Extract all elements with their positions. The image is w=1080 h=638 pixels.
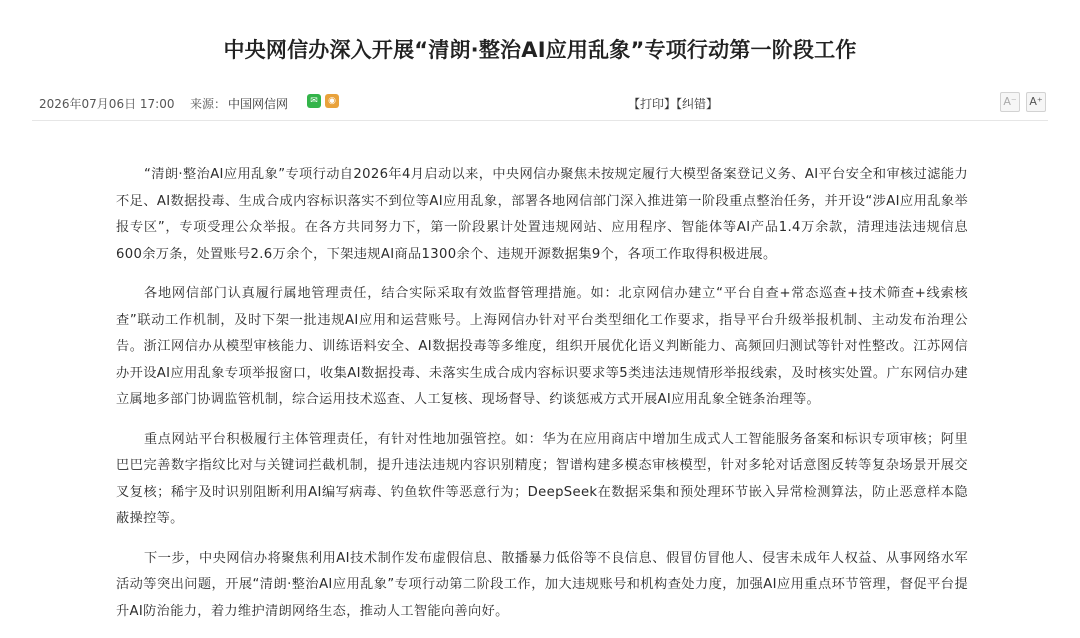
article-paragraph: “清朗·整治AI应用乱象”专项行动自2026年4月启动以来，中央网信办聚焦未按规定履行大模型备案登记义务、AI平台安全和审核过滤能力不足、AI数据投毒、生成合成内容标识落实不到位等AI应用乱象，部署各地网信部门深入推进第一阶段重点整治任务，并开设“涉AI应用乱象举报专区”，专项受理公众举报。在各方共同努力下，第一阶段累计处置违规网站、应用程序、智能体等AI产品1.4万余款，清理违法违规信息600余万条，处置账号2.6万余个，下架违规AI商品1300余个、违规开源数据集9个，各项工作取得积极进展。 bbox=[116, 167, 968, 262]
font-decrease-button[interactable]: A⁻ bbox=[1000, 92, 1020, 112]
print-correct-links[interactable]: 【打印】【纠错】 bbox=[628, 97, 719, 111]
article-paragraph: 各地网信部门认真履行属地管理责任，结合实际采取有效监督管理措施。如：北京网信办建立“平台自查+常态巡查+技术筛查+线索核查”联动工作机制，及时下架一批违规AI应用和运营账号。上海网信办针对平台类型细化工作要求，指导平台升级举报机制、主动发布治理公告。浙江网信办从模型审核能力、训练语料安全、AI数据投毒等多维度，组织开展优化语义判断能力、高频回归测试等针对性整改。江苏网信办开设AI应用乱象专项举报窗口，收集AI数据投毒、未落实生成合成内容标识要求等5类违法违规情形举报线索，及时核实处置。广东网信办建立属地多部门协调监管机制，综合运用技术巡查、人工复核、现场督导、约谈惩戒方式开展AI应用乱象全链条治理等。 bbox=[116, 286, 968, 407]
publish-date: 2026年07月06日 17:00 bbox=[39, 97, 175, 111]
weibo-icon[interactable]: ◉ bbox=[325, 94, 339, 108]
source-label: 来源： bbox=[190, 97, 227, 111]
wechat-icon[interactable]: ✉ bbox=[307, 94, 321, 108]
font-increase-button[interactable]: A⁺ bbox=[1026, 92, 1046, 112]
article-title: 中央网信办深入开展“清朗·整治AI应用乱象”专项行动第一阶段工作 bbox=[223, 38, 857, 62]
article-body bbox=[116, 162, 968, 638]
article-paragraph: 重点网站平台积极履行主体管理责任，有针对性地加强管控。如：华为在应用商店中增加生成式人工智能服务备案和标识专项审核；阿里巴巴完善数字指纹比对与关键词拦截机制，提升违法违规内容识别精度；智谱构建多模态审核模型，针对多轮对话意图反转等复杂场景开展交叉复核；稀宇及时识别阻断利用AI编写病毒、钓鱼软件等恶意行为；DeepSeek在数据采集和预处理环节嵌入异常检测算法，防止恶意样本隐蔽操控等。 bbox=[116, 431, 968, 526]
source-name: 中国网信网 bbox=[228, 97, 289, 111]
article-paragraph: 下一步，中央网信办将聚焦利用AI技术制作发布虚假信息、散播暴力低俗等不良信息、假冒仿冒他人、侵害未成年人权益、从事网络水军活动等突出问题，开展“清朗·整治AI应用乱象”专项行动第二阶段工作，加大违规账号和机构查处力度，加强AI应用重点环节管理，督促平台提升AI防治能力，着力维护清朗网络生态，推动人工智能向善向好。 bbox=[116, 550, 968, 619]
article-meta-bar bbox=[32, 90, 1048, 121]
